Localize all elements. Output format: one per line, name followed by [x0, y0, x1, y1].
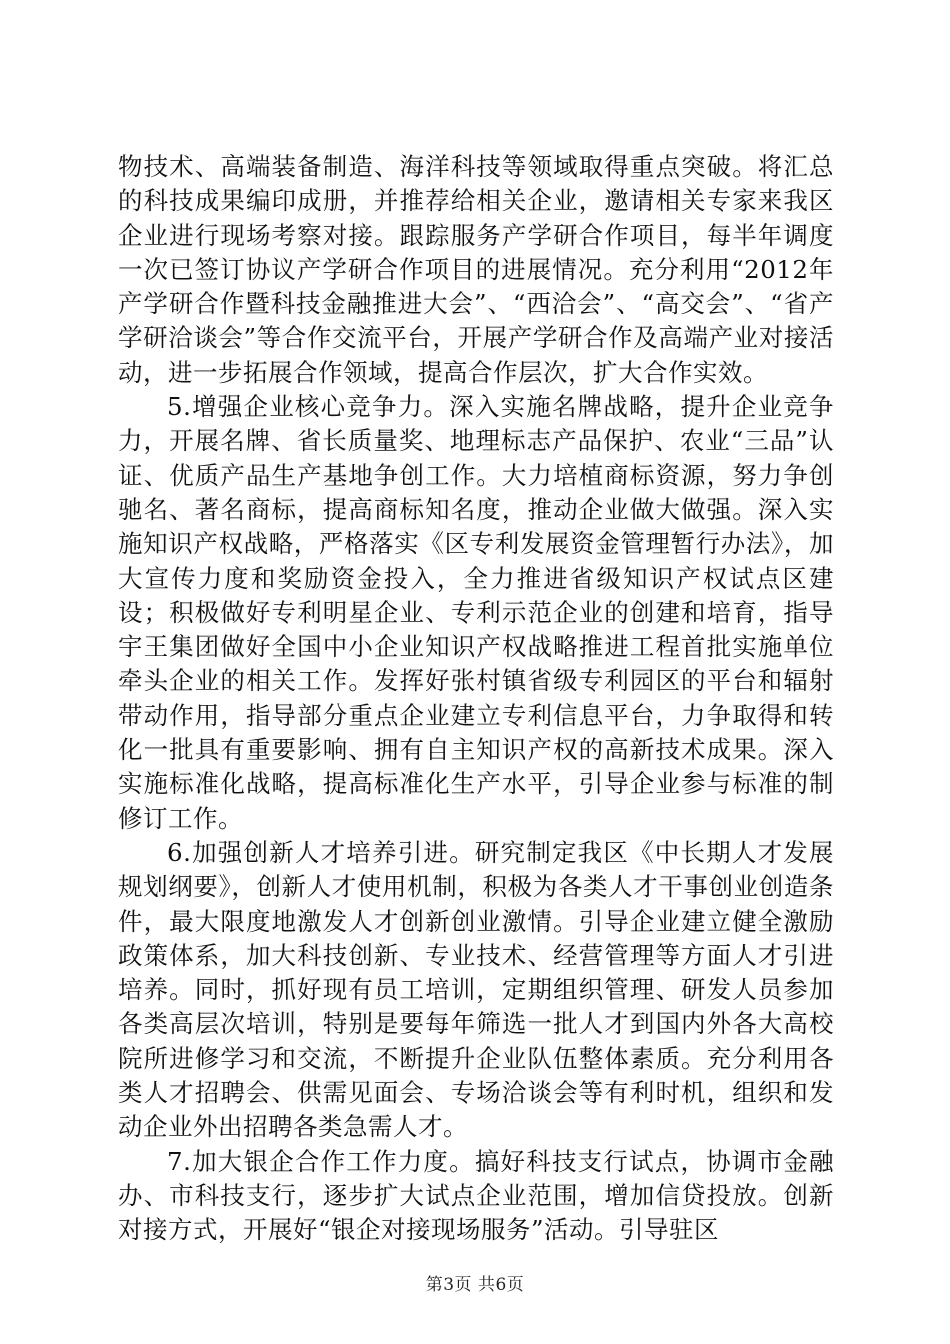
- paragraph-item-6: 6.加强创新人才培养引进。研究制定我区《中长期人才发展规划纲要》，创新人才使用机制，积极为各类人才干事创业创造条件，最大限度地激发人才创新创业激情。引导企业建立健全激励政策体系，加大科技创新、专业技术、经营管理等方面人才引进培养。同时，抓好现有员工培训，定期组织管理、研发人员参加各类高层次培训，特别是要每年筛选一批人才到国内外各大高校院所进修学习和交流，不断提升企业队伍整体素质。充分利用各类人才招聘会、供需见面会、专场洽谈会等有利时机，组织和发动企业外出招聘各类急需人才。: [118, 837, 834, 1142]
- paragraph-continuation: 物技术、高端装备制造、海洋科技等领域取得重点突破。将汇总的科技成果编印成册，并推荐给相关企业，邀请相关专家来我区企业进行现场考察对接。跟踪服务产学研合作项目，每半年调度一次已签订协议产学研合作项目的进展情况。充分利用“2012年产学研合作暨科技金融推进大会”、“西洽会”、“高交会”、“省产学研洽谈会”等合作交流平台，开展产学研合作及高端产业对接活动，进一步拓展合作领域，提高合作层次，扩大合作实效。: [118, 152, 834, 387]
- page-footer: 第3页 共6页: [425, 1275, 525, 1295]
- paragraph-item-7: 7.加大银企合作工作力度。搞好科技支行试点，协调市金融办、市科技支行，逐步扩大试点企业范围，增加信贷投放。创新对接方式，开展好“银企对接现场服务”活动。引导驻区: [118, 1146, 834, 1245]
- paragraph-item-5: 5.增强企业核心竞争力。深入实施名牌战略，提升企业竞争力，开展名牌、省长质量奖、地理标志产品保护、农业“三品”认证、优质产品生产基地争创工作。大力培植商标资源，努力争创驰名、著名商标，提高商标知名度，推动企业做大做强。深入实施知识产权战略，严格落实《区专利发展资金管理暂行办法》，加大宣传力度和奖励资金投入，全力推进省级知识产权试点区建设；积极做好专利明星企业、专利示范企业的创建和培育，指导宇王集团做好全国中小企业知识产权战略推进工程首批实施单位牵头企业的相关工作。发挥好张村镇省级专利园区的平台和辐射带动作用，指导部分重点企业建立专利信息平台，力争取得和转化一批具有重要影响、拥有自主知识产权的高新技术成果。深入实施标准化战略，提高标准化生产水平，引导企业参与标准的制修订工作。: [118, 392, 834, 833]
- document-body: [118, 150, 834, 1248]
